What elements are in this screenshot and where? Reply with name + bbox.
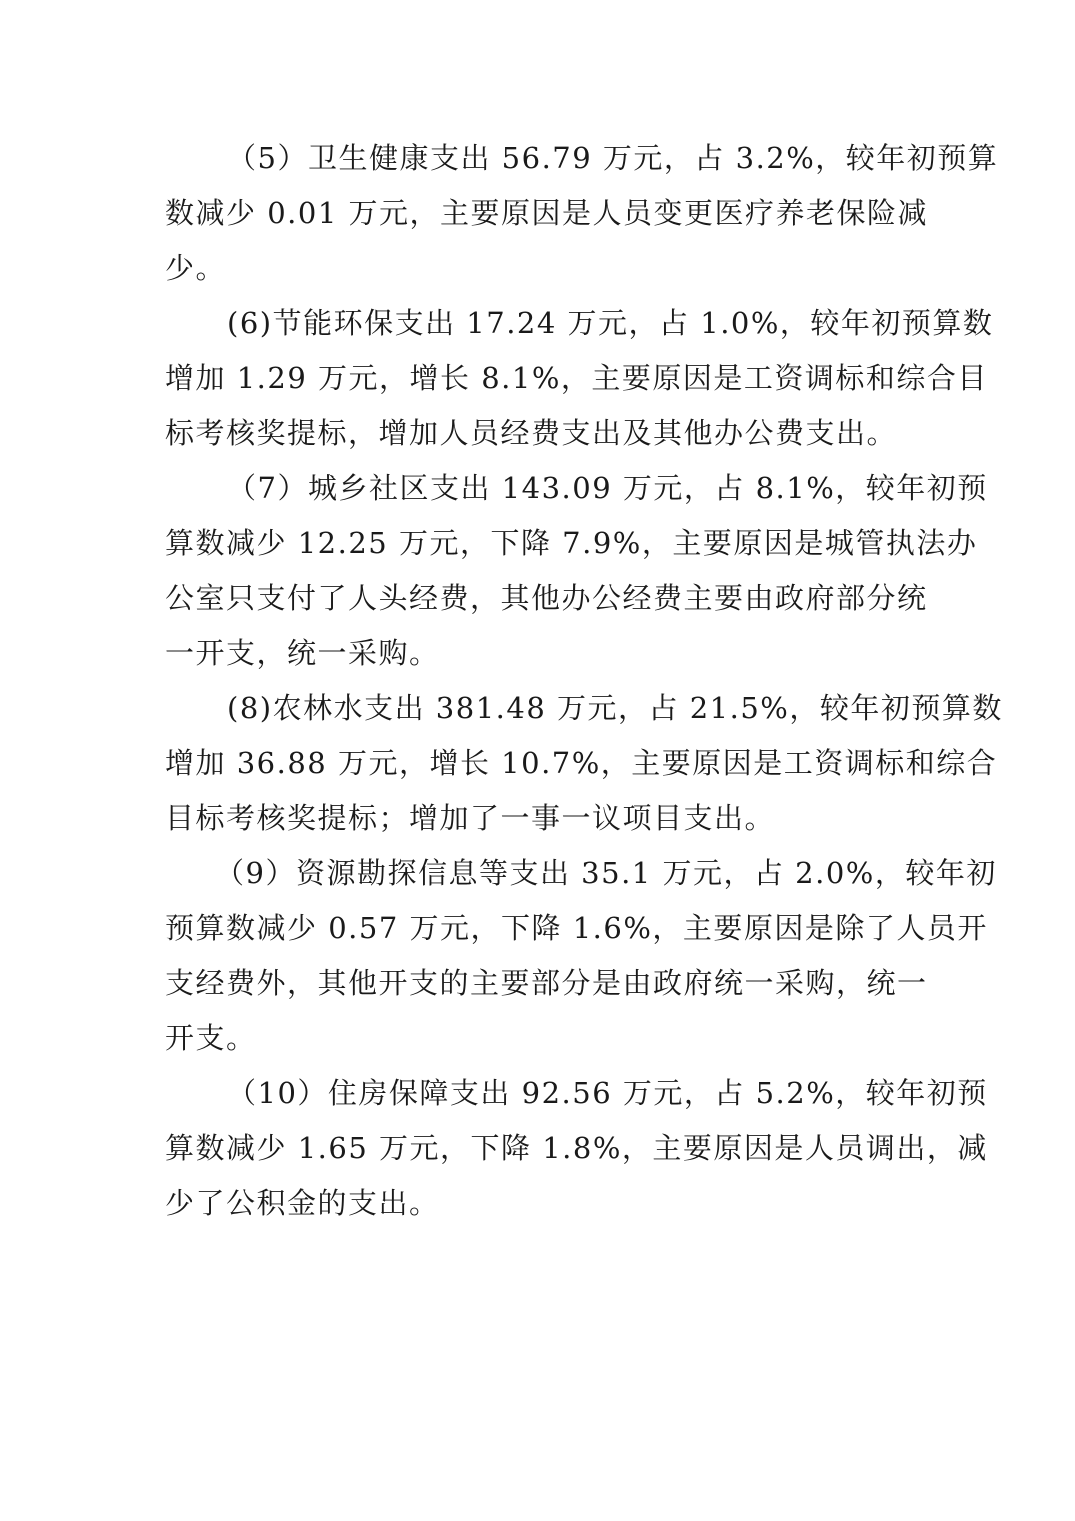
paragraph-energy-expenditure	[165, 296, 994, 461]
paragraph-line: 预算数减少 0.57 万元，下降 1.6%，主要原因是除了人员开	[165, 911, 988, 945]
paragraph-line: 增加 36.88 万元，增长 10.7%，主要原因是工资调标和综合	[165, 746, 998, 780]
paragraph-line: (6)节能环保支出 17.24 万元，占 1.0%，较年初预算数	[227, 306, 994, 340]
paragraph-line: 一开支，统一采购。	[165, 636, 440, 670]
paragraph-line: 支经费外，其他开支的主要部分是由政府统一采购，统一	[165, 966, 928, 1000]
paragraph-line: 公室只支付了人头经费，其他办公经费主要由政府部分统	[165, 581, 928, 615]
paragraph-line: （9）资源勘探信息等支出 35.1 万元，占 2.0%，较年初	[215, 856, 997, 890]
paragraph-line: 目标考核奖提标；增加了一事一议项目支出。	[165, 801, 776, 835]
paragraph-line: 增加 1.29 万元，增长 8.1%，主要原因是工资调标和综合目	[165, 361, 988, 395]
paragraph-line: 少了公积金的支出。	[165, 1186, 440, 1220]
paragraph-community-expenditure	[165, 461, 988, 681]
paragraph-agriculture-expenditure	[165, 681, 1003, 846]
paragraph-line: （5）卫生健康支出 56.79 万元，占 3.2%，较年初预算	[227, 141, 999, 175]
paragraph-line: 少。	[165, 251, 227, 285]
paragraph-line: 数减少 0.01 万元，主要原因是人员变更医疗养老保险减	[165, 196, 929, 230]
paragraph-health-expenditure	[165, 131, 999, 296]
paragraph-line: 开支。	[165, 1021, 257, 1055]
paragraph-line: 算数减少 12.25 万元，下降 7.9%，主要原因是城管执法办	[165, 526, 978, 560]
document-body	[165, 131, 1003, 1231]
paragraph-line: （7）城乡社区支出 143.09 万元，占 8.1%，较年初预	[227, 471, 988, 505]
paragraph-line: 算数减少 1.65 万元，下降 1.8%，主要原因是人员调出，减	[165, 1131, 988, 1165]
paragraph-resources-expenditure	[165, 846, 997, 1066]
paragraph-line: （10）住房保障支出 92.56 万元，占 5.2%，较年初预	[227, 1076, 988, 1110]
paragraph-housing-expenditure	[165, 1066, 988, 1231]
paragraph-line: 标考核奖提标，增加人员经费支出及其他办公费支出。	[165, 416, 898, 450]
paragraph-line: (8)农林水支出 381.48 万元，占 21.5%，较年初预算数	[227, 691, 1003, 725]
